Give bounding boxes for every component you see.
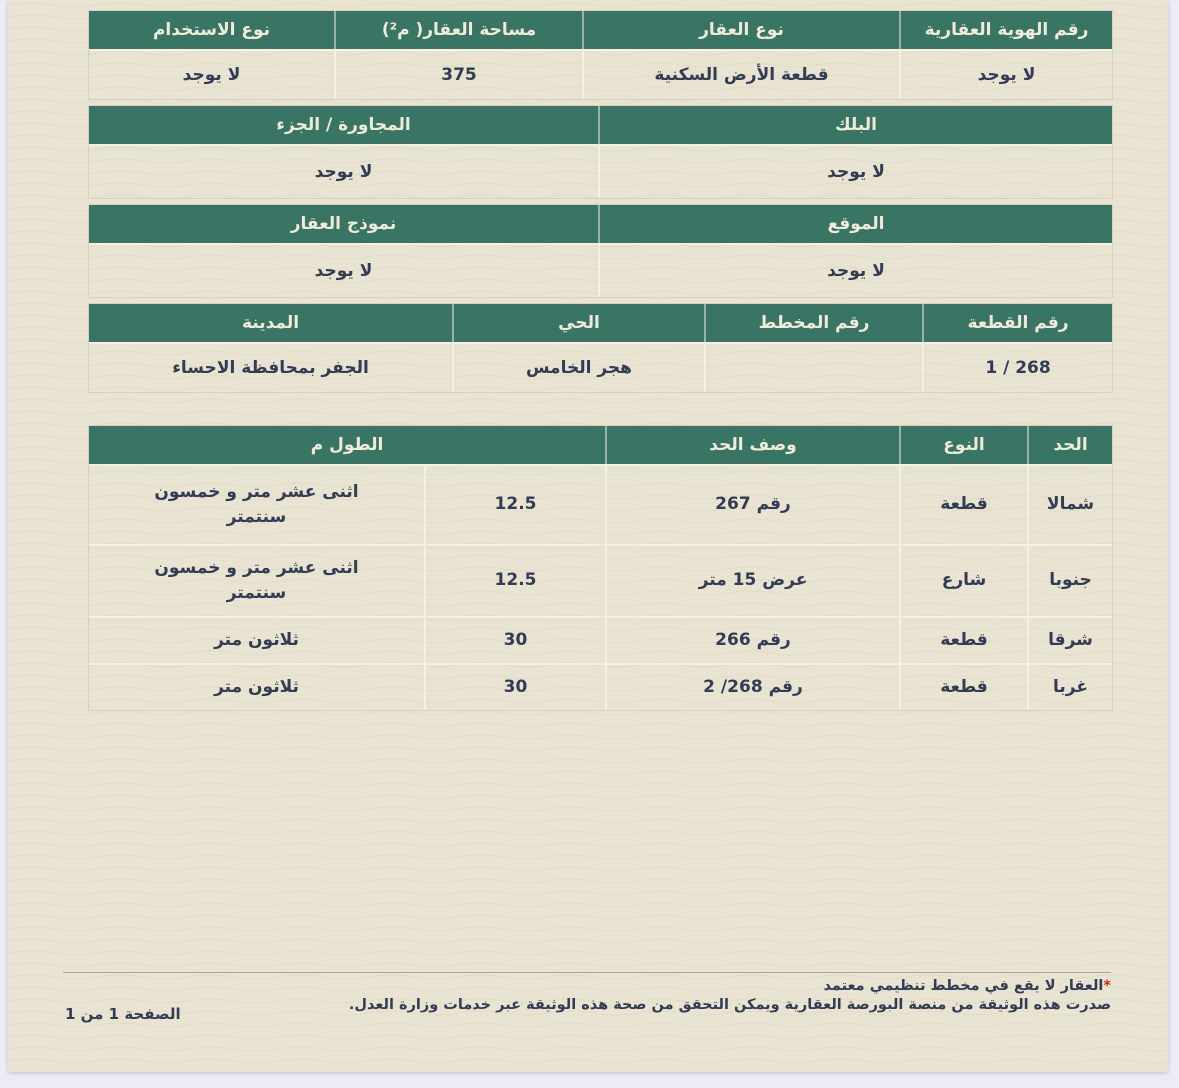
boundary-description: رقم 266 [607,618,901,663]
planning-note-text: العقار لا يقع في مخطط تنظيمي معتمد [823,978,1104,994]
usage-type-header: نوع الاستخدام [89,11,336,49]
property-id-value: لا يوجد [977,64,1036,85]
property-id-header: رقم الهوية العقارية [924,20,1089,40]
property-area-value: 375 [336,51,584,99]
boundary-side-header: الحد [1053,435,1088,455]
city-header: المدينة [89,304,454,342]
band1-header-row [89,11,1112,49]
band4-value-row [89,342,1112,392]
boundary-length-header: الطول م [89,426,607,464]
district-value: هجر الخامس [454,344,706,392]
boundary-length-number: 12.5 [426,546,607,616]
band3-value-row [89,243,1112,297]
boundary-type-header: النوع [901,426,1029,464]
boundary-length-number: 30 [426,618,607,663]
boundary-row-west [89,663,1112,710]
band2-header-row [89,106,1112,144]
property-model-header: نموذج العقار [89,205,600,243]
neighborhood-part-header: المجاورة / الجزء [89,106,600,144]
property-type-header: نوع العقار [584,11,901,49]
plan-number-value [706,344,924,392]
block-header: البلك [835,115,877,135]
boundaries-header-row [89,426,1112,464]
boundary-description: رقم 268/ 2 [607,665,901,710]
boundary-length-words: اثنى عشر متر و خمسون سنتمتر [89,466,426,544]
boundary-row-north [89,464,1112,544]
property-area-header: مساحة العقار( م²) [336,11,584,49]
location-header: الموقع [827,214,885,234]
band1-value-row [89,49,1112,99]
plot-number-header: رقم القطعة [967,313,1069,333]
boundary-side: شرقا [1048,629,1093,650]
plan-number-header: رقم المخطط [706,304,924,342]
boundary-description-header: وصف الحد [607,426,901,464]
boundary-side: شمالا [1046,494,1095,515]
property-info-band-1 [88,10,1113,100]
property-info-band-4 [88,303,1113,393]
boundary-length-words: ثلاثون متر [89,665,426,710]
location-value: لا يوجد [827,260,885,281]
document-footer [63,972,1111,1023]
boundary-description: عرض 15 متر [607,546,901,616]
issuance-statement: صدرت هذه الوثيقة من منصة البورصة العقارية ويمكن التحقق من صحة هذه الوثيقة عبر خدمات وزارة العدل. [348,997,1111,1013]
city-value: الجفر بمحافظة الاحساء [89,344,454,392]
boundaries-table [88,425,1113,711]
document-content [8,0,1168,711]
boundary-length-number: 30 [426,665,607,710]
property-info-band-3 [88,204,1113,298]
band4-header-row [89,304,1112,342]
boundary-length-number: 12.5 [426,466,607,544]
property-type-value: قطعة الأرض السكنية [584,51,901,99]
boundary-description: رقم 267 [607,466,901,544]
boundary-type: قطعة [901,665,1029,710]
planning-note [63,978,1111,994]
district-header: الحي [454,304,706,342]
plot-number-value: 268 / 1 [985,357,1051,378]
usage-type-value: لا يوجد [89,51,336,99]
boundary-type: قطعة [901,466,1029,544]
band2-value-row [89,144,1112,198]
boundary-side: غربا [1053,676,1088,697]
boundary-row-south [89,544,1112,616]
boundary-row-east [89,616,1112,663]
boundary-side: جنوبا [1049,570,1092,591]
boundary-type: شارع [901,546,1029,616]
deed-document-page [8,0,1168,1072]
band3-header-row [89,205,1112,243]
page-number: الصفحة 1 من 1 [65,1005,181,1023]
boundary-length-words: ثلاثون متر [89,618,426,663]
property-model-value: لا يوجد [89,245,600,297]
neighborhood-part-value: لا يوجد [89,146,600,198]
asterisk-marker: * [1103,978,1111,994]
boundary-type: قطعة [901,618,1029,663]
property-info-band-2 [88,105,1113,199]
boundary-length-words: اثنى عشر متر و خمسون سنتمتر [89,546,426,616]
block-value: لا يوجد [827,161,885,182]
